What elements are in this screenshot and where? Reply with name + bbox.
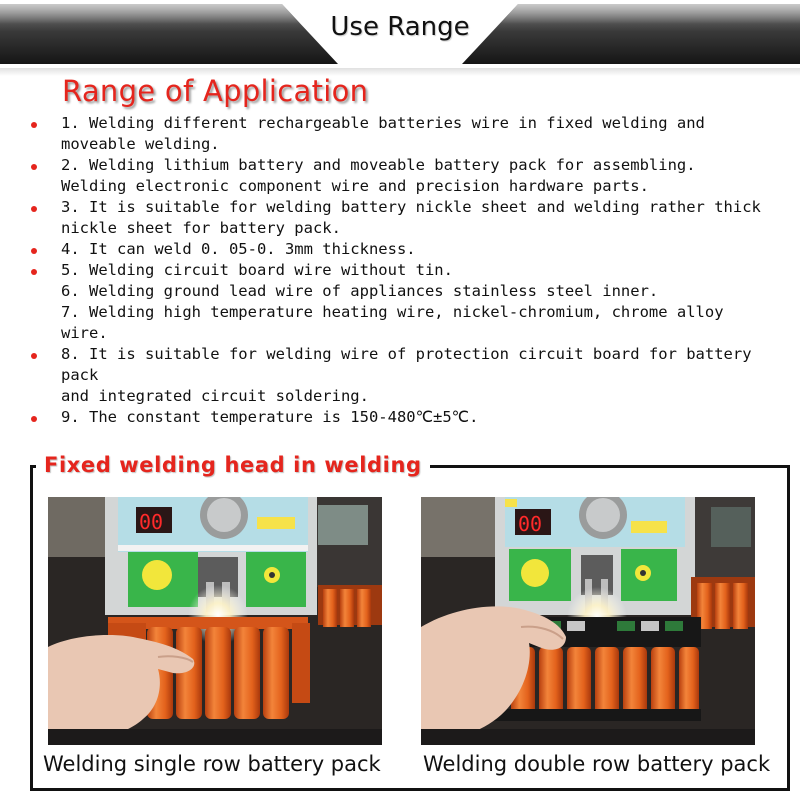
photo-caption-single-row: Welding single row battery pack	[43, 752, 381, 776]
application-item-line: 8. It is suitable for welding wire of protection circuit board for battery pack	[61, 345, 752, 384]
application-item	[30, 344, 790, 407]
svg-text:00: 00	[518, 512, 543, 536]
application-item-line: and integrated circuit soldering.	[61, 387, 369, 405]
bullet-icon	[31, 248, 37, 254]
bullet-icon	[31, 164, 37, 170]
application-list	[30, 113, 790, 428]
application-item-line: 4. It can weld 0. 05-0. 3mm thickness.	[61, 240, 416, 258]
application-item-line: 1. Welding different rechargeable batteries wire in fixed welding and	[61, 114, 705, 132]
application-item-line: wire.	[61, 324, 108, 342]
bullet-icon	[31, 122, 37, 128]
bullet-icon	[31, 269, 37, 275]
application-item	[30, 239, 790, 260]
application-item	[30, 407, 790, 428]
bullet-icon	[31, 416, 37, 422]
application-item-line: moveable welding.	[61, 135, 220, 153]
application-item	[30, 302, 790, 344]
application-item-line: 9. The constant temperature is 150-480℃±5℃.	[61, 408, 479, 426]
application-item-line: 3. It is suitable for welding battery nickle sheet and welding rather thick	[61, 198, 761, 216]
application-item-line: 2. Welding lithium battery and moveable battery pack for assembling.	[61, 156, 696, 174]
application-item-line: 5. Welding circuit board wire without tin.	[61, 261, 453, 279]
svg-text:00: 00	[139, 510, 164, 534]
bullet-icon	[31, 353, 37, 359]
application-item-line: nickle sheet for battery pack.	[61, 219, 341, 237]
application-item	[30, 113, 790, 155]
application-item	[30, 260, 790, 281]
header-banner	[0, 0, 800, 68]
bullet-icon	[31, 206, 37, 212]
application-item	[30, 281, 790, 302]
welding-single-row-photo	[48, 497, 382, 745]
section-heading: Range of Application	[62, 74, 369, 108]
photo-caption-double-row: Welding double row battery pack	[423, 752, 771, 776]
application-item-line: 7. Welding high temperature heating wire, nickel-chromium, chrome alloy	[61, 303, 724, 321]
application-item	[30, 155, 790, 197]
application-item-line: Welding electronic component wire and precision hardware parts.	[61, 177, 649, 195]
application-item	[30, 197, 790, 239]
banner-title: Use Range	[330, 12, 470, 42]
welding-double-row-photo	[421, 497, 755, 745]
panel-title: Fixed welding head in welding	[36, 451, 430, 479]
application-item-line: 6. Welding ground lead wire of appliances stainless steel inner.	[61, 282, 659, 300]
